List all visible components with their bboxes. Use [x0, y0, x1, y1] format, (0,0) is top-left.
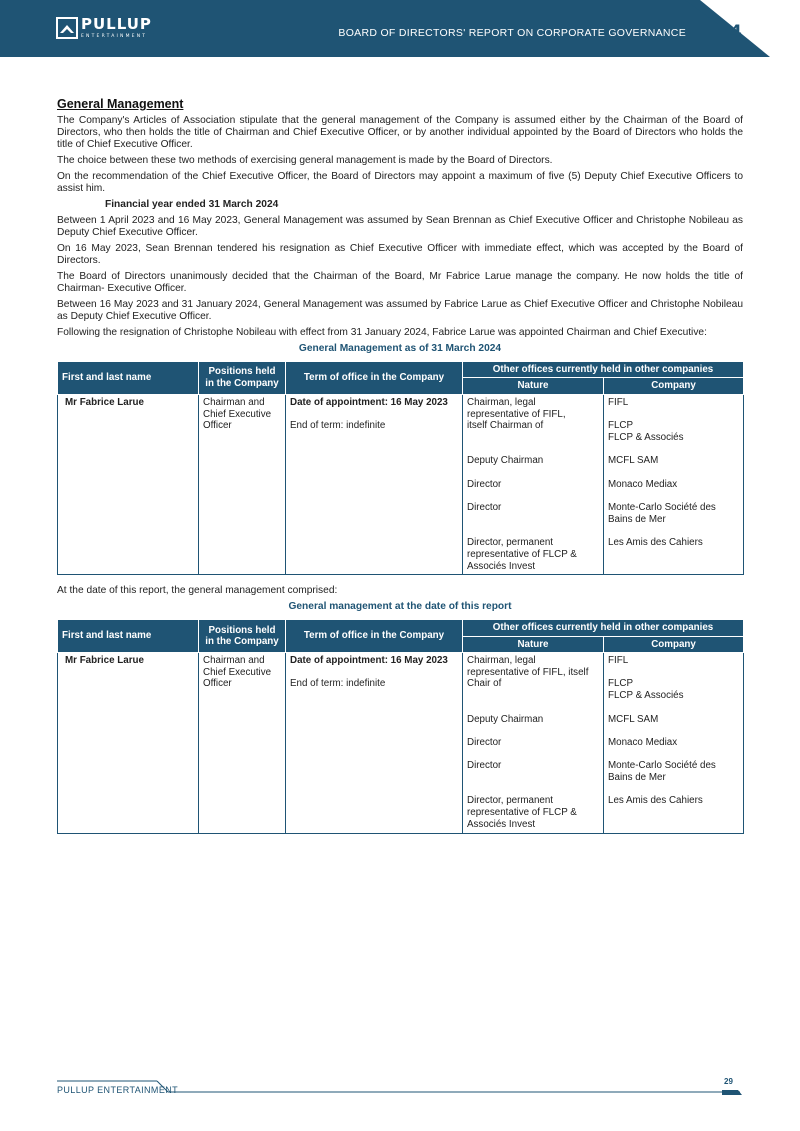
cell-line: representative of FIFL,: [467, 408, 566, 420]
page-footer: [0, 1070, 800, 1110]
logo-mark-icon: [56, 17, 78, 39]
paragraph: Between 1 April 2023 and 16 May 2023, General Management was assumed by Sean Brennan as Chief Executive Officer and Christophe Nobileau as Deputy Chief Executive Officer.: [57, 215, 743, 239]
cell-line: Chairman and: [203, 655, 265, 667]
header-term: Term of office in the Company: [286, 361, 463, 394]
cell-line: Monaco Mediax: [608, 736, 678, 748]
cell-line: FLCP & Associés: [608, 431, 684, 443]
cell-line: Chief Executive: [203, 408, 272, 420]
cell-line: [608, 807, 739, 819]
cell-line: representative of FLCP &: [467, 548, 577, 560]
cell-line: Les Amis des Cahiers: [608, 537, 703, 549]
cell-company: [604, 653, 744, 833]
cell-line: Monte-Carlo Société des: [608, 760, 716, 772]
cell-line: MCFL SAM: [608, 713, 659, 725]
general-management-table-report-date: [57, 619, 744, 833]
subheading: Financial year ended 31 March 2024: [105, 199, 279, 210]
section-title: General Management: [57, 97, 184, 111]
cell-line: [467, 749, 599, 761]
cell-line: [467, 725, 599, 737]
cell-line: Monaco Mediax: [608, 478, 678, 490]
cell-line: [467, 525, 599, 537]
cell-line: [608, 819, 739, 831]
cell-line: Deputy Chairman: [467, 455, 544, 467]
cell-line: [608, 525, 739, 537]
cell-line: FIFL: [608, 396, 629, 408]
cell-line: End of term: indefinite: [290, 420, 386, 432]
cell-name: Mr Fabrice Larue: [58, 394, 199, 574]
logo: [56, 17, 152, 39]
cell-line: Director: [467, 502, 502, 514]
cell-line: Chairman and: [203, 396, 265, 408]
cell-positions: [199, 653, 286, 833]
cell-line: [608, 702, 739, 714]
page-header: [0, 0, 800, 57]
cell-line: [467, 772, 599, 784]
cell-line: Date of appointment: 16 May 2023: [290, 655, 448, 667]
cell-nature: [463, 653, 604, 833]
cell-line: Director: [467, 478, 502, 490]
table-caption: General Management as of 31 March 2024: [298, 342, 502, 354]
table-caption: General management at the date of this report: [288, 601, 512, 613]
cell-line: [467, 514, 599, 526]
paragraph: The choice between these two methods of exercising general management is made by the Board of Directors.: [57, 155, 553, 167]
cell-positions: [199, 394, 286, 574]
cell-line: [290, 409, 458, 421]
header-company: Company: [604, 378, 744, 395]
cell-line: FIFL: [608, 655, 629, 667]
cell-line: representative of FLCP &: [467, 807, 577, 819]
cell-term: [286, 653, 463, 833]
paragraph: At the date of this report, the general management comprised:: [57, 585, 338, 597]
cell-line: itself Chairman of: [467, 420, 544, 432]
cell-line: FLCP & Associés: [608, 690, 684, 702]
table-row: [58, 394, 744, 574]
paragraph: On 16 May 2023, Sean Brennan tendered his resignation as Chief Executive Officer with immediate effect, which was accepted by the Board of Directors.: [57, 243, 743, 267]
cell-line: FLCP: [608, 420, 634, 432]
header-title: BOARD OF DIRECTORS' REPORT ON CORPORATE GOVERNANCE: [338, 27, 686, 39]
cell-line: Associés Invest: [467, 818, 536, 830]
cell-line: Officer: [203, 678, 232, 690]
cell-line: [467, 432, 599, 444]
cell-line: Monte-Carlo Société des: [608, 502, 716, 514]
cell-line: [608, 561, 739, 573]
paragraph: Between 16 May 2023 and 31 January 2024, General Management was assumed by Fabrice Larue as Chief Executive Officer and Christophe Nobileau as Deputy Chief Executive Officer.: [57, 299, 743, 323]
cell-line: Deputy Chairman: [467, 713, 544, 725]
cell-line: [467, 490, 599, 502]
logo-subtitle: ENTERTAINMENT: [81, 34, 148, 39]
header-term: Term of office in the Company: [286, 620, 463, 653]
cell-line: [467, 444, 599, 456]
cell-line: Chairman, legal: [467, 655, 536, 667]
cell-line: Bains de Mer: [608, 513, 666, 525]
cell-line: Les Amis des Cahiers: [608, 795, 703, 807]
cell-line: FLCP: [608, 678, 634, 690]
cell-line: [608, 725, 739, 737]
cell-name: Mr Fabrice Larue: [58, 653, 199, 833]
cell-line: Director: [467, 760, 502, 772]
cell-line: [608, 467, 739, 479]
cell-line: Director, permanent: [467, 795, 554, 807]
cell-line: Chief Executive: [203, 666, 272, 678]
cell-line: [608, 667, 739, 679]
paragraph: The Board of Directors unanimously decided that the Chairman of the Board, Mr Fabrice Larue manage the company. He now holds the title of Chairman- Executive Officer.: [57, 271, 743, 295]
header-positions: Positions held in the Company: [199, 620, 286, 653]
header-company: Company: [604, 636, 744, 653]
cell-nature: [463, 394, 604, 574]
cell-line: End of term: indefinite: [290, 678, 386, 690]
cell-line: [608, 749, 739, 761]
cell-line: [608, 490, 739, 502]
cell-line: MCFL SAM: [608, 455, 659, 467]
cell-line: [467, 784, 599, 796]
cell-line: [608, 409, 739, 421]
cell-line: [290, 667, 458, 679]
cell-term: [286, 394, 463, 574]
header-other-offices: Other offices currently held in other companies: [463, 620, 744, 637]
cell-line: Bains de Mer: [608, 772, 666, 784]
paragraph: On the recommendation of the Chief Executive Officer, the Board of Directors may appoint a maximum of five (5) Deputy Chief Executive Officers to assist him.: [57, 171, 743, 195]
cell-line: [608, 444, 739, 456]
header-nature: Nature: [463, 636, 604, 653]
general-management-table-march-2024: [57, 361, 744, 575]
cell-line: Director: [467, 736, 502, 748]
header-positions: Positions held in the Company: [199, 361, 286, 394]
cell-line: Director, permanent: [467, 537, 554, 549]
header-nature: Nature: [463, 378, 604, 395]
cell-line: Chairman, legal: [467, 396, 536, 408]
cell-line: [608, 784, 739, 796]
cell-line: [467, 702, 599, 714]
cell-line: representative of FIFL, itself: [467, 666, 589, 678]
cell-line: Associés Invest: [467, 560, 536, 572]
page-number: 29: [724, 1077, 733, 1086]
header-other-offices: Other offices currently held in other companies: [463, 361, 744, 378]
paragraph: The Company's Articles of Association stipulate that the general management of the Company is assumed either by the Chairman of the Board of Directors, who then holds the title of Chairman and Chief Executive Officer, or by another individual appointed by the Board of Directors who holds the title of Chief Executive Officer.: [57, 115, 743, 151]
cell-line: [467, 467, 599, 479]
cell-company: [604, 394, 744, 574]
paragraph: Following the resignation of Christophe Nobileau with effect from 31 January 2024, Fabrice Larue was appointed Chairman and Chief Executive:: [57, 327, 707, 338]
cell-line: Officer: [203, 420, 232, 432]
logo-name: PULLUP: [81, 15, 152, 33]
header-name: First and last name: [58, 361, 199, 394]
cell-line: Date of appointment: 16 May 2023: [290, 396, 448, 408]
footer-company-name: PULLUP ENTERTAINMENT: [57, 1085, 179, 1095]
cell-line: [608, 549, 739, 561]
header-name: First and last name: [58, 620, 199, 653]
cell-line: Chair of: [467, 678, 502, 690]
chapter-number: 4: [730, 22, 742, 42]
cell-line: [467, 690, 599, 702]
main-content: [57, 97, 743, 844]
table-row: [58, 653, 744, 833]
